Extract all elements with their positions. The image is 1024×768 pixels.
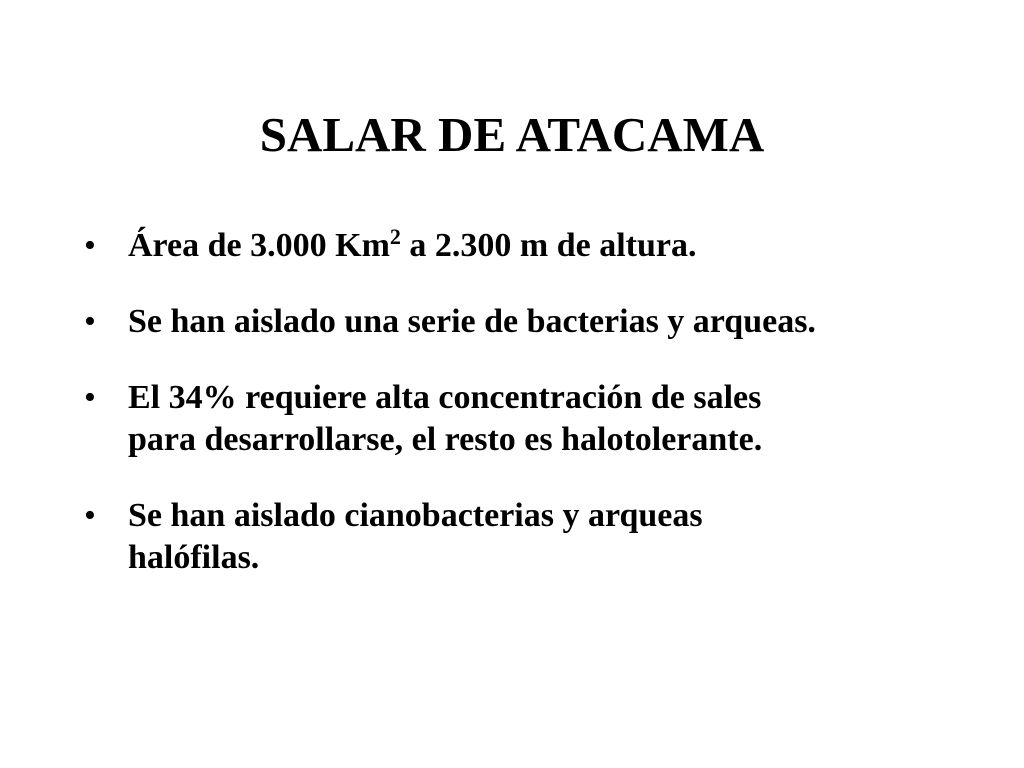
- slide-title: SALAR DE ATACAMA: [259, 107, 765, 162]
- bullet-item-concentracion: [84, 377, 964, 461]
- bullet-list: [84, 225, 964, 579]
- bullet-icon: •: [84, 227, 96, 264]
- superscript-2: 2: [389, 224, 401, 249]
- bullet-text-cianobacterias-line1: Se han aislado cianobacterias y arqueas: [128, 497, 703, 534]
- bullet-text-area-part1: Área de 3.000 Km: [128, 227, 390, 264]
- bullet-item-bacterias: [84, 301, 964, 343]
- bullet-icon: •: [84, 379, 96, 416]
- bullet-icon: •: [84, 303, 96, 340]
- bullet-text-concentracion-line2: para desarrollarse, el resto es halotolerante.: [128, 421, 763, 458]
- bullet-text-bacterias: Se han aislado una serie de bacterias y arqueas.: [128, 303, 816, 340]
- bullet-item-cianobacterias: [84, 495, 964, 579]
- bullet-icon: •: [84, 497, 96, 534]
- bullet-text-concentracion-line1: El 34% requiere alta concentración de sales: [128, 379, 762, 416]
- bullet-text-cianobacterias-line2: halófilas.: [128, 539, 260, 576]
- bullet-text-area-part2: a 2.300 m de altura.: [400, 227, 697, 264]
- bullet-item-area: [84, 225, 964, 267]
- bullet-text-area: [128, 224, 697, 264]
